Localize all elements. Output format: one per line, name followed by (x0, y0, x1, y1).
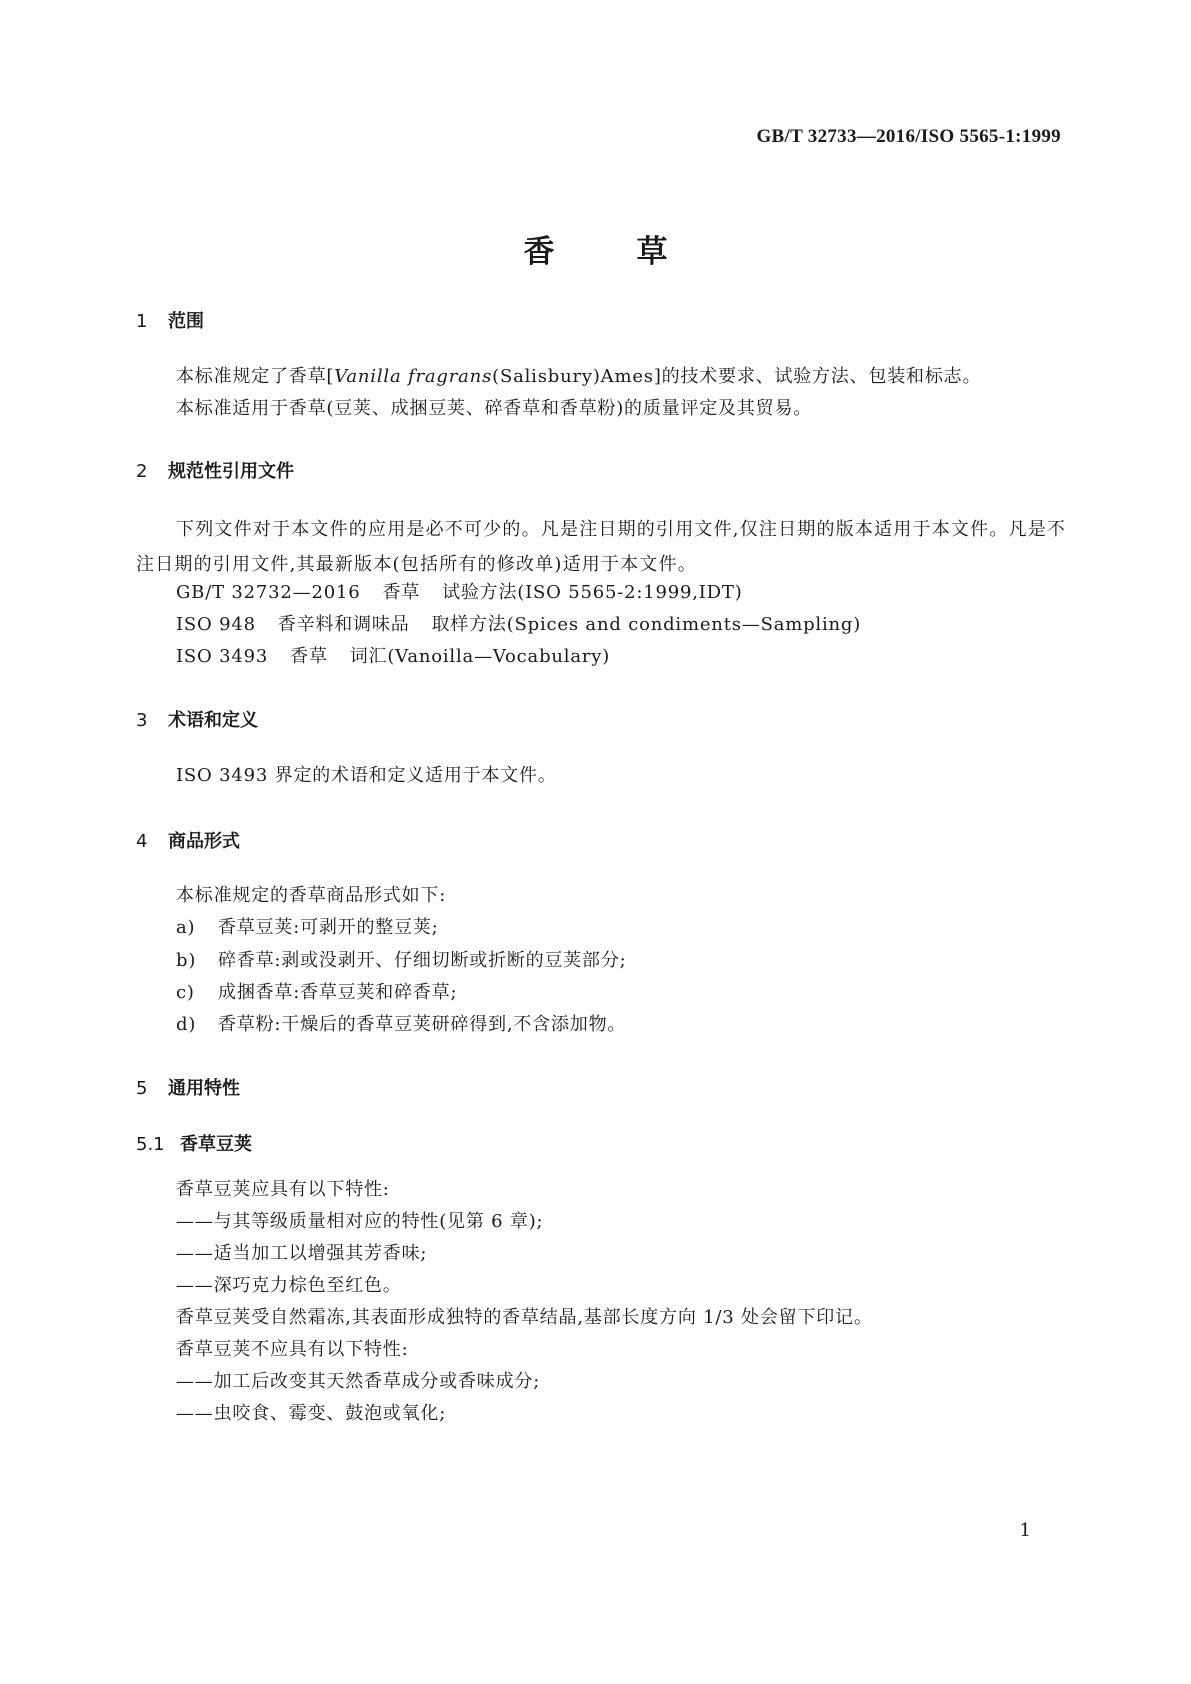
list-item: d) 香草粉:干燥后的香草豆荚研碎得到,不含添加物。 (176, 1014, 627, 1035)
section-5-1-line: ——深巧克力棕色至红色。 (176, 1275, 402, 1296)
section-3-paragraph: ISO 3493 界定的术语和定义适用于本文件。 (176, 765, 557, 786)
section-1-heading: 1 范围 (136, 311, 204, 332)
reference-item-3: ISO 3493 香草 词汇(Vanoilla—Vocabulary) (176, 646, 611, 667)
section-5-1-line: ——适当加工以增强其芳香味; (176, 1243, 428, 1264)
section-5-1-line: 香草豆荚受自然霜冻,其表面形成独特的香草结晶,基部长度方向 1/3 处会留下印记。 (176, 1307, 873, 1328)
section-3-heading: 3 术语和定义 (136, 710, 258, 731)
title-char-1: 香 (523, 234, 555, 270)
title-char-2: 草 (636, 234, 668, 270)
reference-item-1: GB/T 32732—2016 香草 试验方法(ISO 5565-2:1999,IDT) (176, 582, 743, 603)
list-item: b) 碎香草:剥或没剥开、仔细切断或折断的豆荚部分; (176, 950, 627, 971)
section-2-heading: 2 规范性引用文件 (136, 461, 294, 482)
list-item: c) 成捆香草:香草豆荚和碎香草; (176, 982, 458, 1003)
section-1-paragraph-1: 本标准规定了香草[Vanilla fragrans(Salisbury)Ames]的技术要求、试验方法、包装和标志。 (176, 366, 982, 387)
section-5-1-line: 香草豆荚不应具有以下特性: (176, 1339, 409, 1360)
section-4-heading: 4 商品形式 (136, 831, 240, 852)
section-5-heading: 5 通用特性 (136, 1078, 240, 1099)
list-item: a) 香草豆荚:可剥开的整豆荚; (176, 917, 439, 938)
reference-item-2: ISO 948 香辛料和调味品 取样方法(Spices and condiments—Sampling) (176, 614, 862, 635)
species-name: Vanilla fragrans (334, 366, 493, 387)
section-1-paragraph-2: 本标准适用于香草(豆荚、成捆豆荚、碎香草和香草粉)的质量评定及其贸易。 (176, 398, 813, 419)
standard-code: GB/T 32733—2016/ISO 5565-1:1999 (756, 126, 1061, 147)
document-title (0, 226, 1191, 271)
section-5-1-line: ——加工后改变其天然香草成分或香味成分; (176, 1371, 541, 1392)
section-5-1-line: 香草豆荚应具有以下特性: (176, 1179, 390, 1200)
section-5-1-heading: 5.1 香草豆荚 (136, 1134, 252, 1155)
section-5-1-line: ——与其等级质量相对应的特性(见第 6 章); (176, 1211, 544, 1232)
section-5-1-line: ——虫咬食、霉变、鼓泡或氧化; (176, 1403, 447, 1424)
section-2-intro: 下列文件对于本文件的应用是必不可少的。凡是注日期的引用文件,仅注日期的版本适用于本文件。凡是不注日期的引用文件,其最新版本(包括所有的修改单)适用于本文件。 (136, 519, 1067, 575)
section-4-intro: 本标准规定的香草商品形式如下: (176, 885, 447, 906)
page-number: 1 (1019, 1520, 1031, 1541)
